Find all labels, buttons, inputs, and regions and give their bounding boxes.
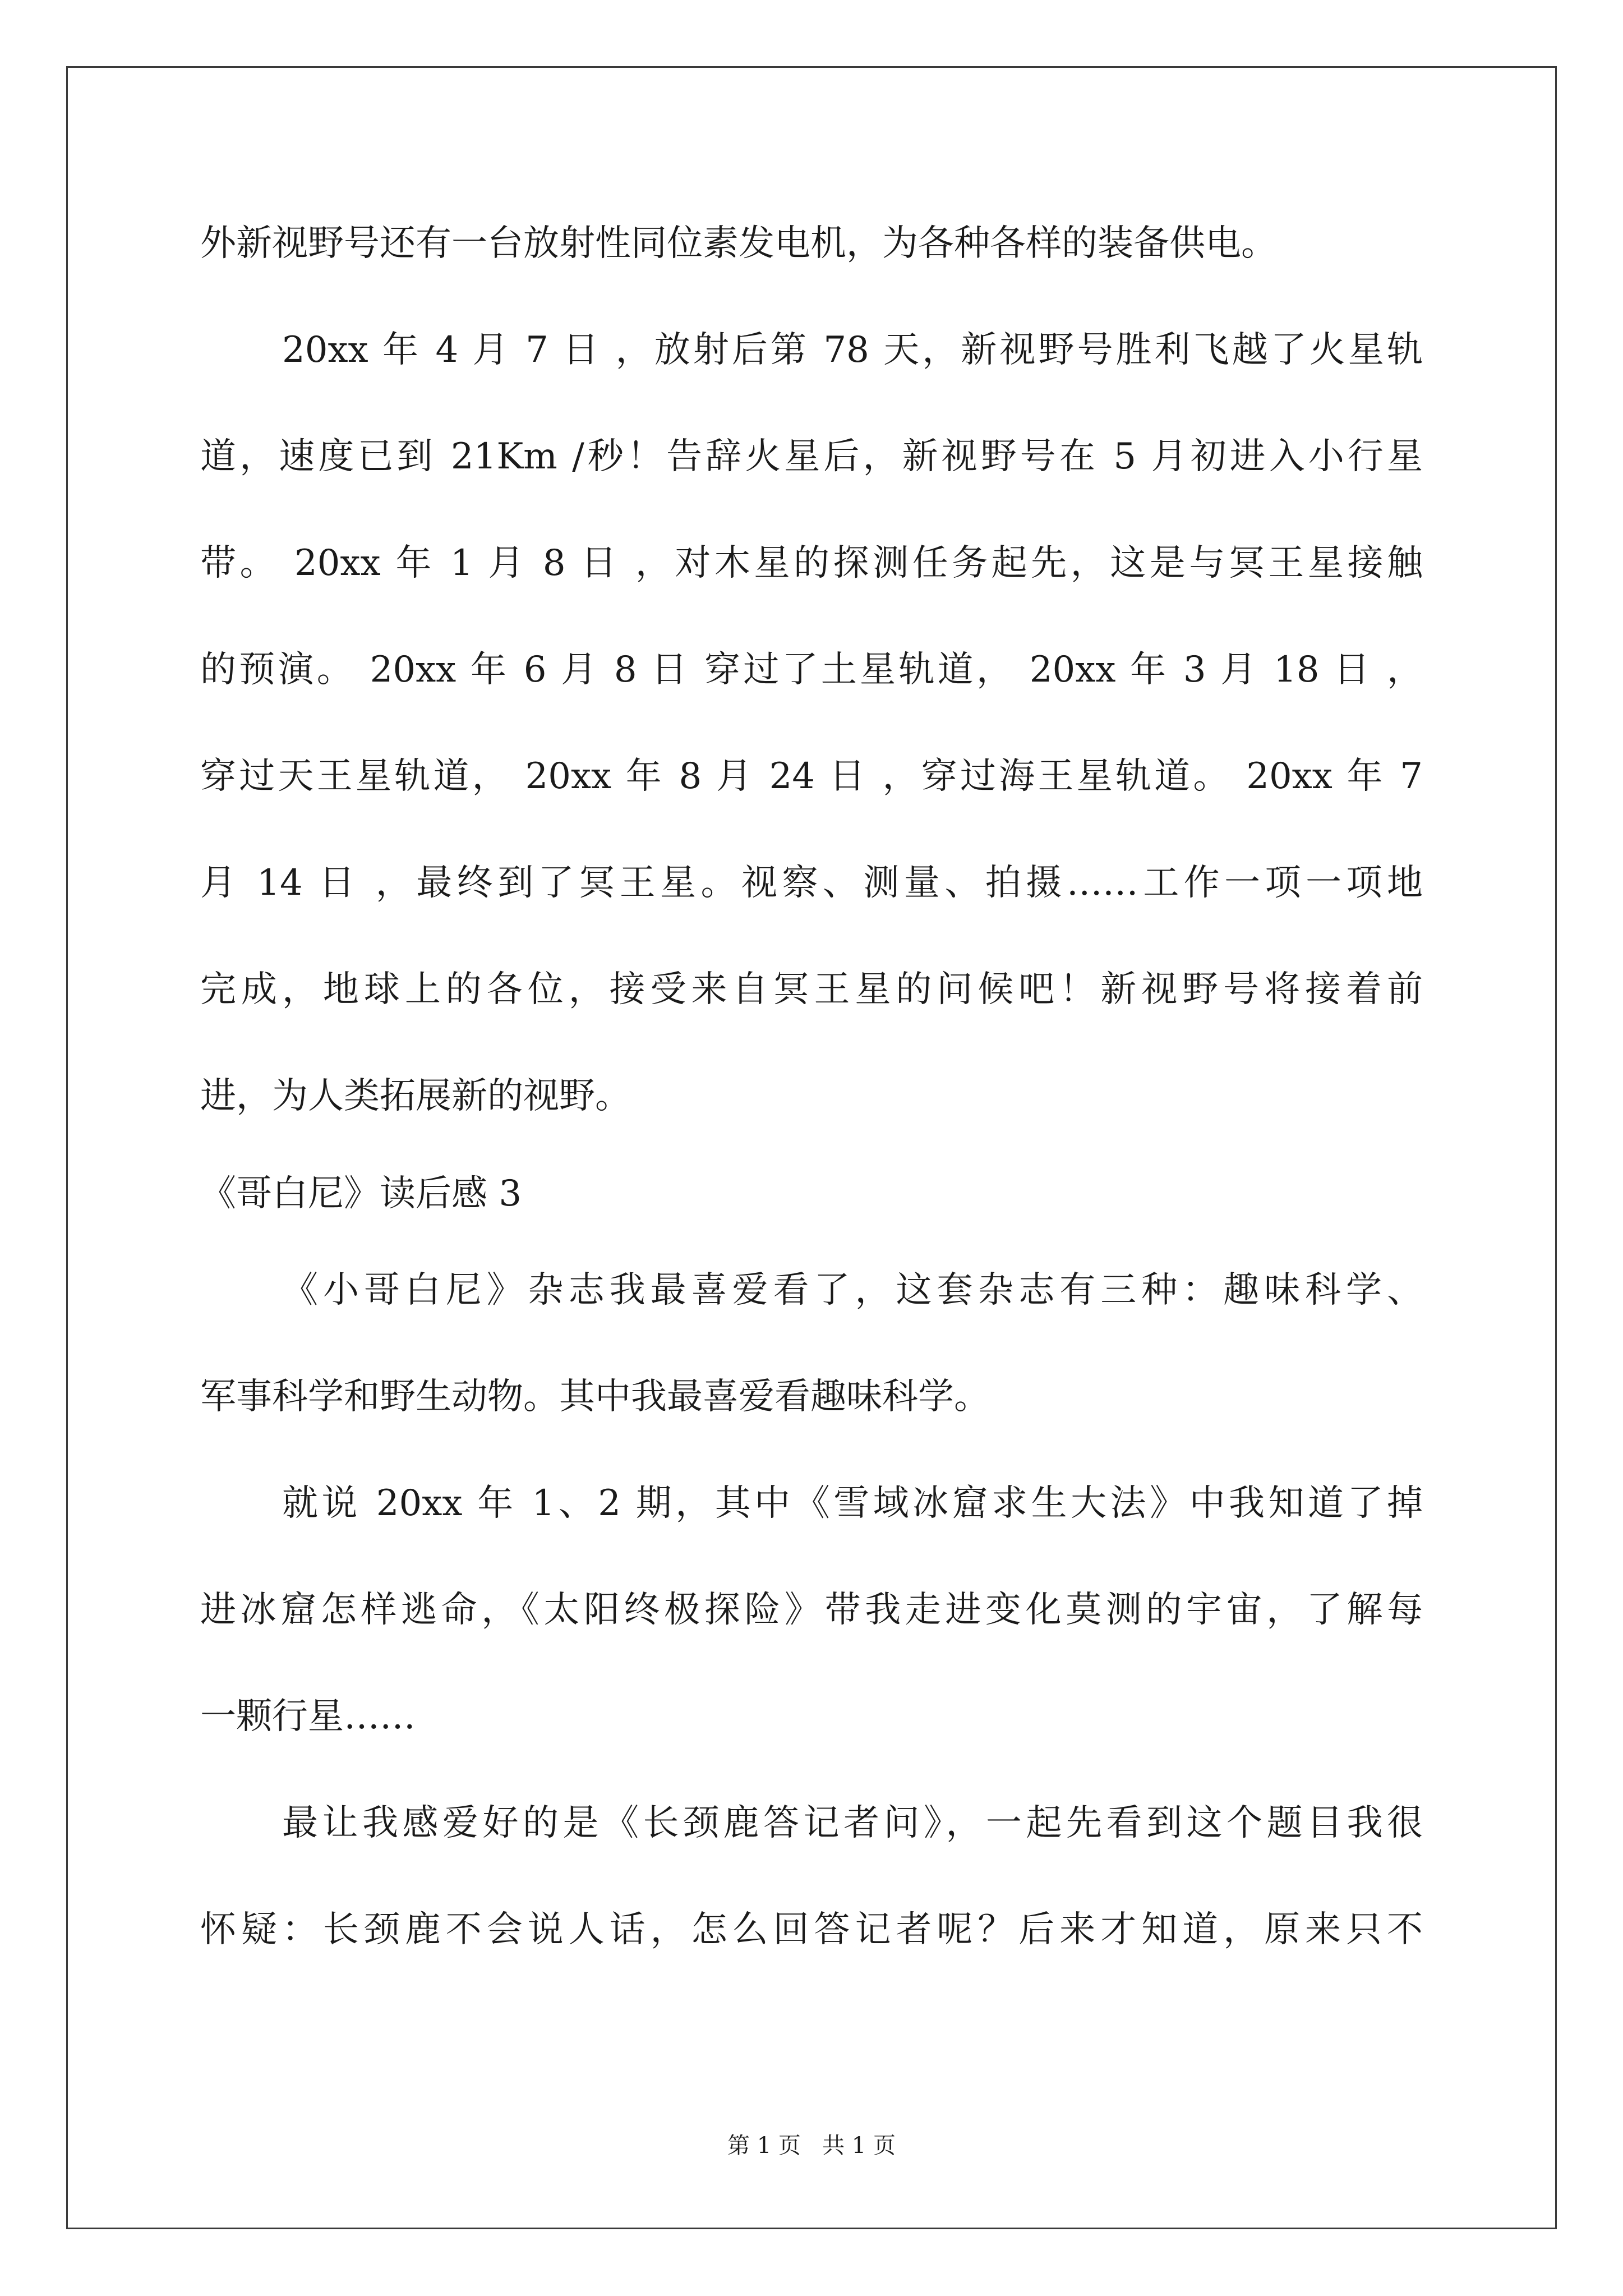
text-line: 月 14 日 ，最终到了冥王星。视察、测量、拍摄……工作一项一项地: [200, 862, 1423, 904]
text-line: 进，为人类拓展新的视野。: [200, 1075, 631, 1117]
text-line: 《小哥白尼》杂志我最喜爱看了，这套杂志有三种：趣味科学、: [282, 1269, 1423, 1311]
text-line: 完成，地球上的各位，接受来自冥王星的问候吧！新视野号将接着前: [200, 969, 1423, 1010]
page-footer: 第 1 页 共 1 页: [727, 2133, 896, 2159]
text-line: 一颗行星……: [200, 1696, 416, 1737]
text-line: 怀疑：长颈鹿不会说人话，怎么回答记者呢？后来才知道，原来只不: [200, 1909, 1423, 1950]
text-line: 带。 20xx 年 1 月 8 日 ，对木星的探测任务起先，这是与冥王星接触: [200, 542, 1423, 584]
text-line: 道，速度已到 21Km /秒！告辞火星后，新视野号在 5 月初进入小行星: [200, 436, 1423, 477]
text-line: 进冰窟怎样逃命，《太阳终极探险》带我走进变化莫测的宇宙，了解每: [200, 1589, 1423, 1631]
text-line: 军事科学和野生动物。其中我最喜爱看趣味科学。: [200, 1376, 990, 1418]
text-line: 穿过天王星轨道， 20xx 年 8 月 24 日 ，穿过海王星轨道。 20xx 年 7: [200, 756, 1423, 797]
section-heading: 《哥白尼》读后感 3: [200, 1173, 522, 1214]
text-line: 20xx 年 4 月 7 日 ，放射后第 78 天，新视野号胜利飞越了火星轨: [282, 329, 1423, 371]
text-line: 外新视野号还有一台放射性同位素发电机，为各种各样的装备供电。: [200, 223, 1277, 264]
text-line: 就说 20xx 年 1、2 期，其中《雪域冰窟求生大法》中我知道了掉: [282, 1483, 1423, 1524]
text-line: 最让我感爱好的是《长颈鹿答记者问》，一起先看到这个题目我很: [282, 1802, 1423, 1844]
text-line: 的预演。 20xx 年 6 月 8 日 穿过了土星轨道， 20xx 年 3 月 18 日 ，: [200, 649, 1423, 691]
